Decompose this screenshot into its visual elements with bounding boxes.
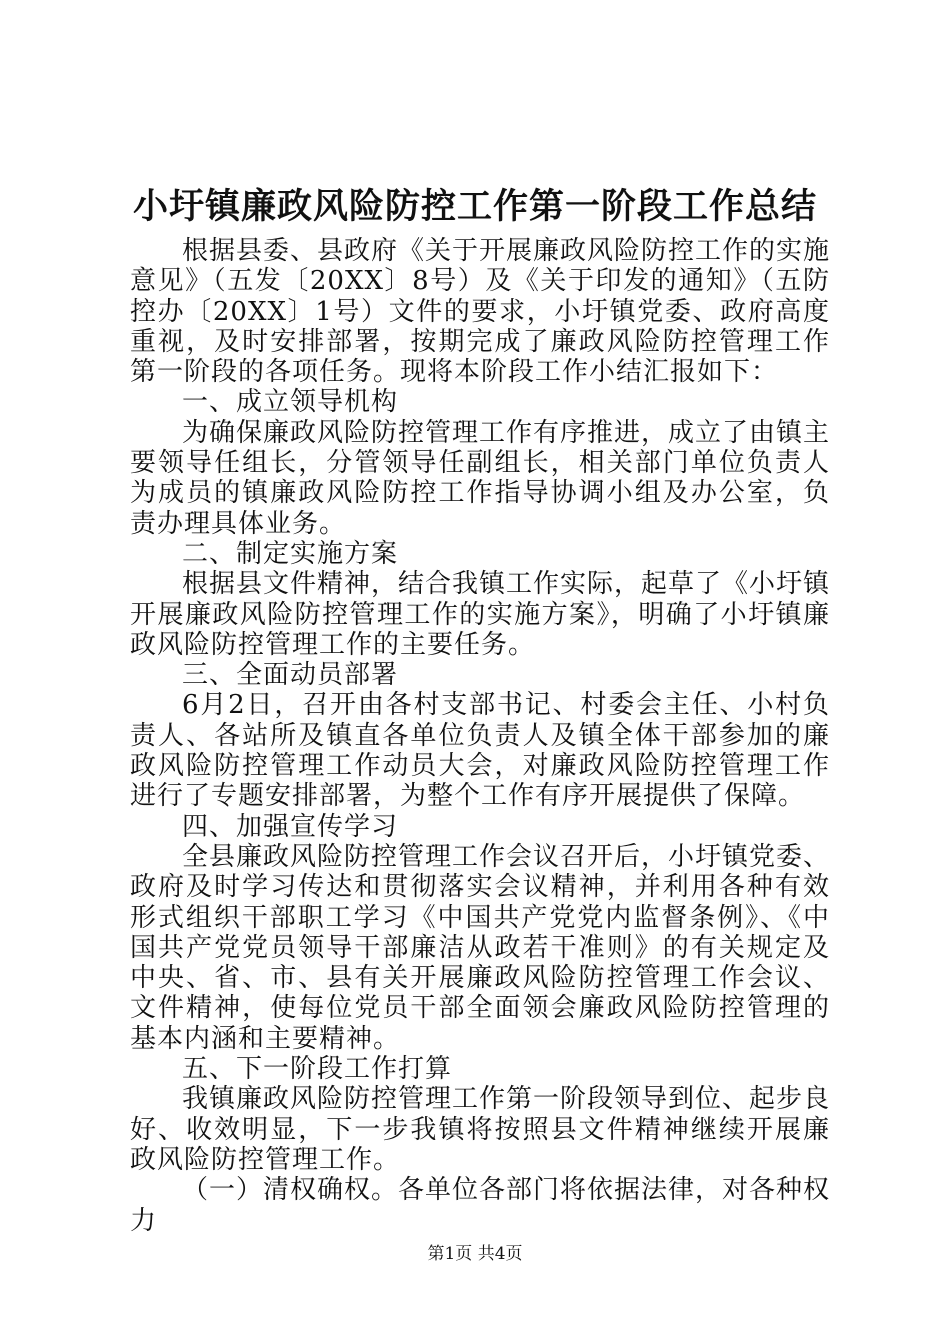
section-paragraph-1: 为确保廉政风险防控管理工作有序推进，成立了由镇主要领导任组长，分管领导任副组长，相关部门单位负责人为成员的镇廉政风险防控工作指导协调小组及办公室，负责办理具体业务。 <box>130 417 831 539</box>
section-heading-2: 二、制定实施方案 <box>182 538 399 569</box>
section-paragraph-5: 我镇廉政风险防控管理工作第一阶段领导到位、起步良好、收效明显，下一步我镇将按照县文件精神继续开展廉政风险防控管理工作。 <box>130 1084 831 1175</box>
subsection-paragraph-1: （一）清权确权。各单位各部门将依据法律，对各种权力 <box>130 1175 831 1236</box>
section-paragraph-2: 根据县文件精神，结合我镇工作实际，起草了《小圩镇开展廉政风险防控管理工作的实施方案》，明确了小圩镇廉政风险防控管理工作的主要任务。 <box>130 569 831 660</box>
intro-paragraph: 根据县委、县政府《关于开展廉政风险防控工作的实施意见》（五发〔20XX〕8号）及《关于印发的通知》（五防控办〔20XX〕1号）文件的要求，小圩镇党委、政府高度重视，及时安排部署，按期完成了廉政风险防控管理工作第一阶段的各项任务。现将本阶段工作小结汇报如下： <box>130 236 831 388</box>
document-body <box>130 236 830 1236</box>
section-heading-3: 三、全面动员部署 <box>182 660 399 691</box>
section-heading-4: 四、加强宣传学习 <box>182 811 399 842</box>
section-paragraph-4: 全县廉政风险防控管理工作会议召开后，小圩镇党委、政府及时学习传达和贯彻落实会议精神，并利用各种有效形式组织干部职工学习《中国共产党党内监督条例》、《中国共产党党员领导干部廉洁从政若干准则》的有关规定及中央、省、市、县有关开展廉政风险防控管理工作会议、文件精神，使每位党员干部全面领会廉政风险防控管理的基本内涵和主要精神。 <box>130 841 831 1054</box>
section-heading-1: 一、成立领导机构 <box>182 387 399 418</box>
section-paragraph-3: 6月2日，召开由各村支部书记、村委会主任、小村负责人、各站所及镇直各单位负责人及镇全体干部参加的廉政风险防控管理工作动员大会，对廉政风险防控管理工作进行了专题安排部署，为整个工作有序开展提供了保障。 <box>130 690 830 812</box>
document-title: 小圩镇廉政风险防控工作第一阶段工作总结 <box>132 186 817 227</box>
section-heading-5: 五、下一阶段工作打算 <box>182 1054 453 1085</box>
page-footer: 第1页 共4页 <box>427 1244 523 1264</box>
